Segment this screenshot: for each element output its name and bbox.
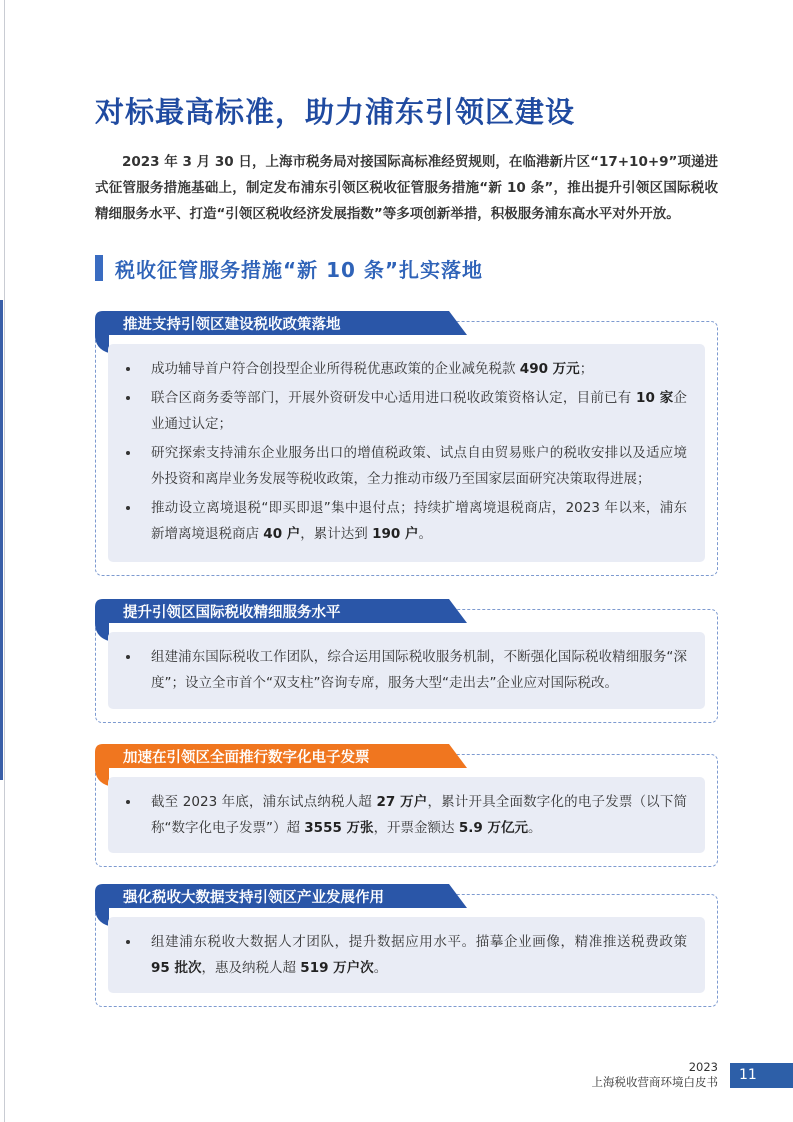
card-list	[108, 344, 705, 558]
list-item: 组建浦东国际税收工作团队，综合运用国际税收服务机制，不断强化国际税收精细服务“深度”；设立全市首个“双支柱”咨询专席，服务大型“走出去”企业应对国际税改。	[124, 644, 687, 696]
footer-text	[592, 1060, 719, 1090]
bullet-icon	[126, 396, 130, 400]
bullet-icon	[126, 655, 130, 659]
card-tab	[95, 599, 467, 623]
list-item: 研究探索支持浦东企业服务出口的增值税政策、试点自由贸易账户的税收安排以及适应境外投资和离岸业务发展等税收政策，全力推动市级乃至国家层面研究决策取得进展；	[124, 440, 687, 492]
footer-book-title: 上海税收营商环境白皮书	[591, 1075, 718, 1089]
bullet-icon	[126, 940, 130, 944]
card-tab	[95, 744, 467, 768]
card-panel	[108, 632, 705, 709]
card-list	[108, 777, 705, 852]
intro-paragraph	[95, 149, 718, 227]
section-heading-bar	[95, 255, 103, 281]
bullet-icon	[126, 451, 130, 455]
card-policy	[95, 311, 718, 576]
section-heading	[95, 255, 483, 281]
card-tab	[95, 884, 467, 908]
page-edge-line	[4, 0, 5, 1122]
card-panel	[108, 777, 705, 853]
list-item: 截至 2023 年底，浦东试点纳税人超 27 万户，累计开具全面数字化的电子发票（以下简称“数字化电子发票”）超 3555 万张，开票金额达 5.9 万亿元。	[124, 789, 687, 841]
bullet-icon	[126, 367, 130, 371]
card-list	[108, 632, 705, 707]
page-title: 对标最高标准，助力浦东引领区建设	[95, 95, 576, 129]
card-title: 推进支持引领区建设税收政策落地	[123, 317, 341, 333]
card-e-invoice	[95, 744, 718, 867]
section-heading-text: 税收征管服务措施“新 10 条”扎实落地	[115, 257, 484, 282]
card-big-data	[95, 884, 718, 1007]
list-item: 联合区商务委等部门，开展外资研发中心适用进口税收政策资格认定，目前已有 10 家企业通过认定；	[124, 385, 687, 437]
card-tab	[95, 311, 467, 335]
bullet-icon	[126, 506, 130, 510]
card-title: 提升引领区国际税收精细服务水平	[123, 605, 341, 621]
list-item: 组建浦东税收大数据人才团队，提升数据应用水平。描摹企业画像，精准推送税费政策 95 批次，惠及纳税人超 519 万户次。	[124, 929, 687, 981]
card-list	[108, 917, 705, 992]
card-title: 加速在引领区全面推行数字化电子发票	[123, 750, 370, 766]
intro-text: 2023 年 3 月 30 日，上海市税务局对接国际高标准经贸规则，在临港新片区“17+10+9”项递进式征管服务措施基础上，制定发布浦东引领区税收征管服务措施“新 10 条”，推出提升引领区国际税收精细服务水平、打造“引领区税收经济发展指数”等多项创新举措，积极服务浦东高水平对外开放。	[95, 154, 718, 222]
card-panel	[108, 917, 705, 993]
list-item: 推动设立离境退税“即买即退”集中退付点；持续扩增离境退税商店，2023 年以来，浦东新增离境退税商店 40 户，累计达到 190 户。	[124, 495, 687, 547]
list-item: 成功辅导首户符合创投型企业所得税优惠政策的企业减免税款 490 万元；	[124, 356, 687, 382]
card-international	[95, 599, 718, 723]
card-title: 强化税收大数据支持引领区产业发展作用	[123, 890, 384, 906]
card-panel	[108, 344, 705, 562]
footer-year: 2023	[688, 1060, 718, 1074]
bullet-icon	[126, 800, 130, 804]
page-edge-accent	[0, 300, 3, 780]
page-number: 11	[730, 1063, 793, 1088]
